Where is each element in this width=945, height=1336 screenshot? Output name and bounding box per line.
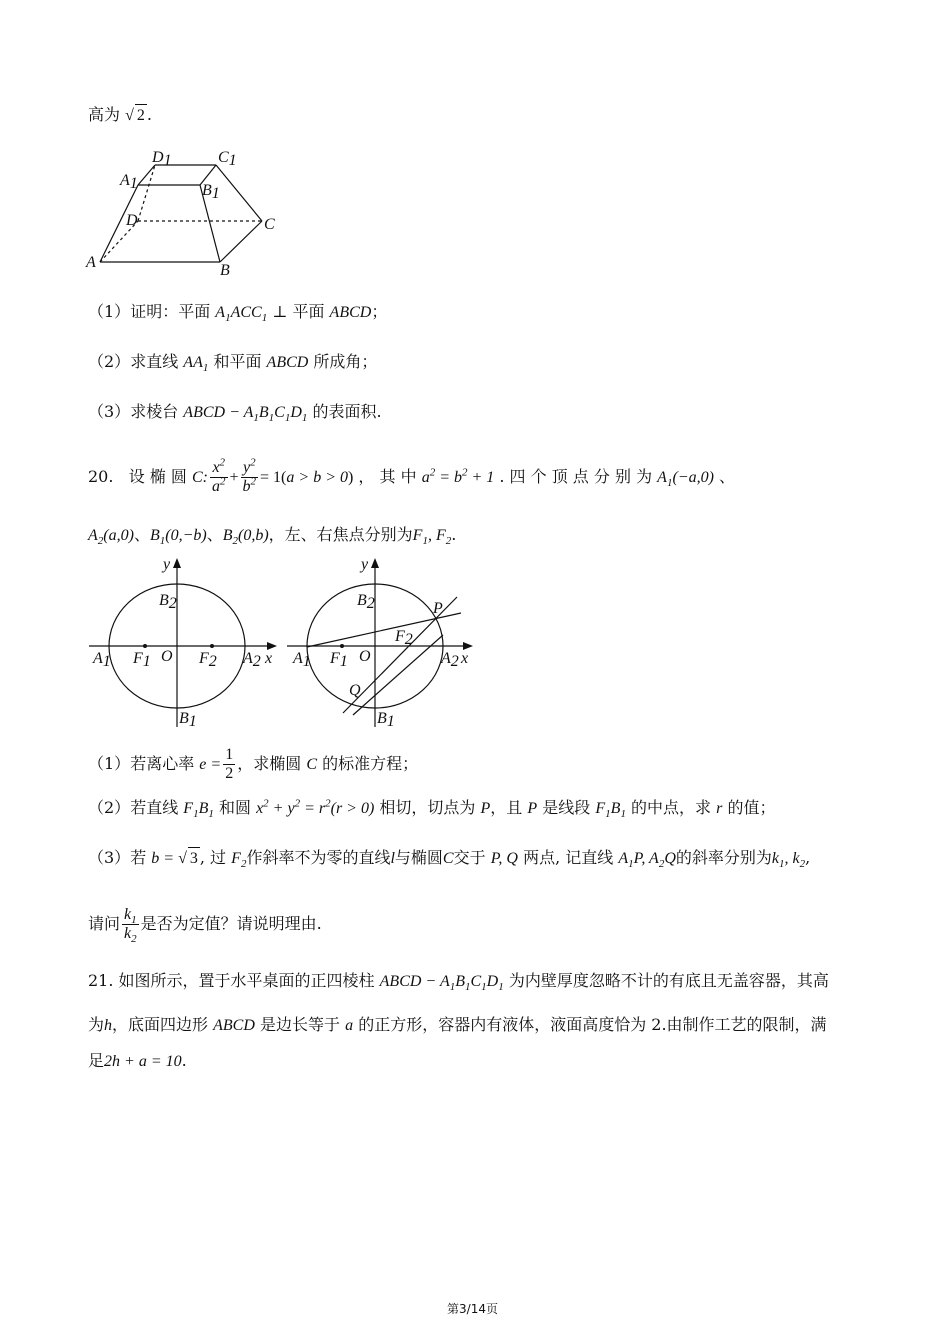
label-B2-2: B2: [357, 592, 375, 612]
q21-line1: 21. 如图所示，置于水平桌面的正四棱柱 ABCD − $A_1B_1C_1D_1$ 为内壁厚度忽略不计的有底且无盖容器，其高: [88, 971, 829, 994]
sqrt-2: 2: [135, 104, 147, 127]
label-A1: A1: [120, 172, 138, 192]
label-A2-1: A2: [243, 650, 261, 670]
label-y-1: y: [163, 556, 171, 573]
label-B1: B1: [202, 182, 220, 202]
q20-part1: （1）若离心率 e = $\frac{1}{2}$ ，求椭圆 C 的标准方程；: [88, 746, 419, 782]
label-D1: D1: [152, 149, 172, 169]
q21-line3: 足2h + a = 10.: [88, 1051, 187, 1070]
label-Q: Q: [349, 682, 361, 699]
q20-line2: $A_2(a,0)$、$B_1(0,-b)$、$B_2(0,b)$，左、右焦点分别为$F_1$, $F_2$.: [88, 525, 457, 548]
label-F2-1: F2: [199, 650, 217, 670]
label-B: B: [220, 262, 230, 279]
label-F1-2: F1: [330, 650, 348, 670]
label-F1-1: F1: [133, 650, 151, 670]
label-A2-2: A2: [441, 650, 459, 670]
label-F2-2: F2: [395, 628, 413, 648]
ellipse-figure-2: [285, 555, 485, 730]
q20-part3-cont: 请问 $\frac{k_1}{k_2}$ 是否为定值？请说明理由.: [88, 906, 322, 946]
label-x-1: x: [265, 650, 273, 667]
label-y-2: y: [361, 556, 369, 573]
label-A1-1: A1: [93, 650, 111, 670]
label-A: A: [86, 254, 96, 271]
label-B1-2: B1: [377, 710, 395, 730]
label-x-2: x: [461, 650, 469, 667]
label-O-1: O: [161, 648, 173, 665]
q20-part2: （2）若直线 $F_1B_1$ 和圆 $x^2 + y^2 = r^2(r > 0)$ 相切，切点为 P，且 P 是线段 $F_1B_1$ 的中点，求 r 的值；: [88, 797, 776, 821]
label-O-2: O: [359, 648, 371, 665]
q19-part1: （1）证明：平面 $A_1ACC_1$ ⊥ 平面 ABCD；: [88, 302, 388, 325]
q19-part2: （2）求直线 $AA_1$ 和平面 ABCD 所成角；: [88, 352, 378, 375]
q20-part3: （3）若 b = √ 3 , 过 $F_2$作斜率不为零的直线l与椭圆C交于 P, Q 两点, 记直线 $A_1P$, $A_2Q$的斜率分别为$k_1$, $k_2$,: [88, 848, 811, 871]
page-footer: 第3/14页: [447, 1302, 498, 1316]
height-line: 高为 √ 2 .: [88, 104, 152, 127]
label-C1: C1: [218, 149, 237, 169]
label-P: P: [433, 600, 443, 617]
q20-line1: 20. 设 椭 圆 C: $\frac{x^2}{a^2}$ + $\frac{y^2}{b^2}$ = 1(a > b > 0) ， 其 中 $a^2 = b^2 + 1$ . 四 个 顶 点 分 别 为 $A_1(-a,0)$ 、: [88, 456, 736, 495]
label-A1-2: A1: [293, 650, 311, 670]
q19-part3: （3）求棱台 ABCD − $A_1B_1C_1D_1$ 的表面积.: [88, 402, 382, 425]
ellipse-figure-1: [85, 555, 285, 730]
label-D: D: [126, 212, 138, 229]
label-B1-1: B1: [179, 710, 197, 730]
label-B2-1: B2: [159, 592, 177, 612]
label-C: C: [264, 216, 275, 233]
q21-line2: 为h，底面四边形 ABCD 是边长等于 a 的正方形，容器内有液体，液面高度恰为 2.由制作工艺的限制，满: [88, 1015, 827, 1034]
frustum-figure: [80, 145, 290, 280]
